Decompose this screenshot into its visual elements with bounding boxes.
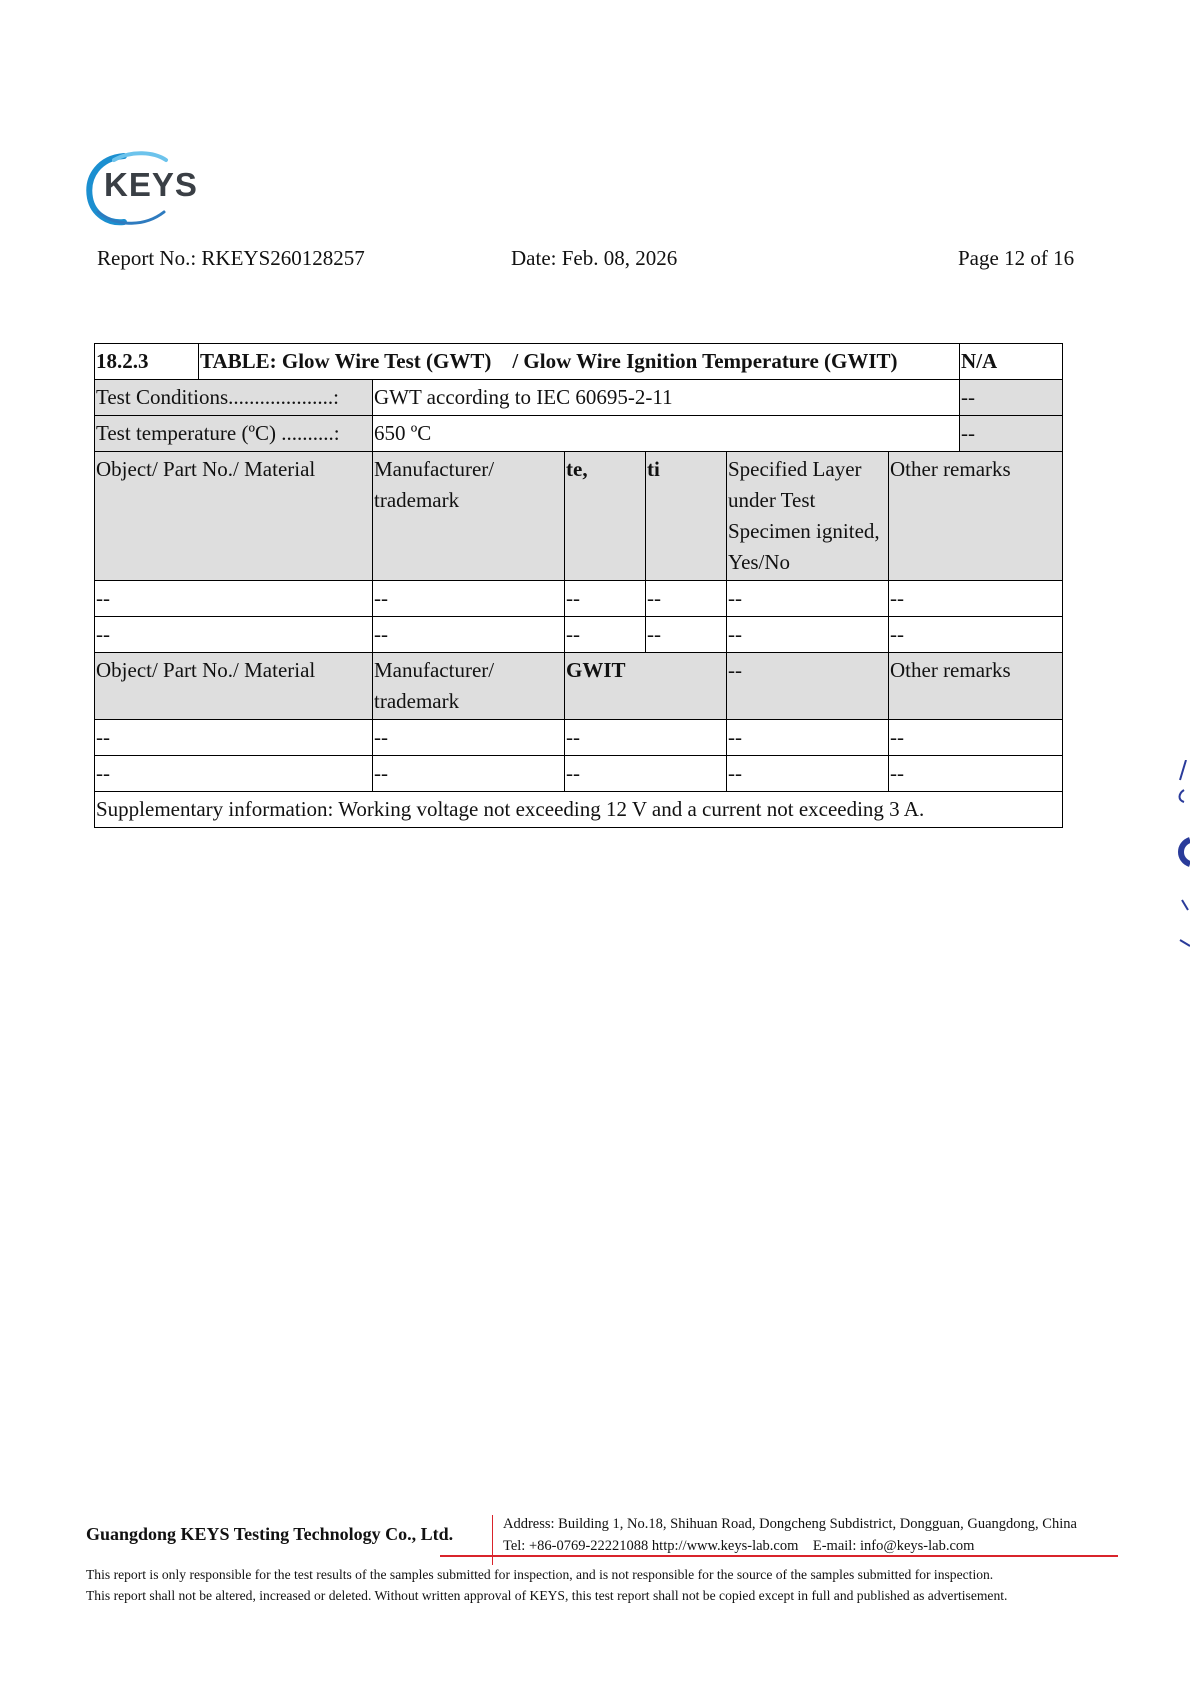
table-row (95, 720, 1063, 756)
glow-wire-test-table (94, 343, 1063, 828)
test-temperature-verdict: -- (960, 416, 1063, 452)
gwt-cell-manufacturer: -- (373, 581, 565, 617)
gwit-cell-gwit: -- (565, 720, 727, 756)
test-conditions-row (95, 380, 1063, 416)
gwit-cell-gwit: -- (565, 756, 727, 792)
footer-contact: Tel: +86-0769-22221088 http://www.keys-lab.com E-mail: info@keys-lab.com (503, 1538, 975, 1554)
gwit-header-remarks: Other remarks (889, 653, 1063, 720)
supplementary-row (95, 792, 1063, 828)
gwt-cell-remarks: -- (889, 617, 1063, 653)
gwt-header-manufacturer: Manufacturer/ trademark (373, 452, 565, 581)
gwit-cell-manufacturer: -- (373, 756, 565, 792)
gwt-cell-remarks: -- (889, 581, 1063, 617)
gwit-cell-object: -- (95, 720, 373, 756)
gwit-cell-manufacturer: -- (373, 720, 565, 756)
gwit-cell-blank: -- (727, 756, 889, 792)
gwt-cell-object: -- (95, 581, 373, 617)
test-temperature-row (95, 416, 1063, 452)
table-verdict: N/A (960, 344, 1063, 380)
test-conditions-verdict: -- (960, 380, 1063, 416)
footer-address: Address: Building 1, No.18, Shihuan Road, Dongcheng Subdistrict, Dongguan, Guangdong, China (503, 1516, 1077, 1532)
test-conditions-value: GWT according to IEC 60695-2-11 (373, 380, 960, 416)
test-temperature-value: 650 ºC (373, 416, 960, 452)
gwit-cell-object: -- (95, 756, 373, 792)
footer-disclaimer-2: This report shall not be altered, increased or deleted. Without written approval of KEYS, this test report shall not be copied except in full and published as advertisement. (86, 1588, 1008, 1603)
gwt-header-layer: Specified Layer under Test Specimen ignited, Yes/No (727, 452, 889, 581)
table-title: TABLE: Glow Wire Test (GWT) / Glow Wire Ignition Temperature (GWIT) (199, 344, 960, 380)
gwit-header-gwit: GWIT (565, 653, 727, 720)
gwt-cell-te: -- (565, 581, 646, 617)
footer-divider-horizontal (440, 1555, 1118, 1557)
table-row (95, 756, 1063, 792)
gwit-header-manufacturer: Manufacturer/ trademark (373, 653, 565, 720)
gwt-header-ti: ti (646, 452, 727, 581)
stamp-edge-icon (1172, 760, 1190, 950)
gwt-cell-layer: -- (727, 617, 889, 653)
gwt-cell-ti: -- (646, 581, 727, 617)
gwt-cell-object: -- (95, 617, 373, 653)
page-number: Page 12 of 16 (958, 246, 1075, 270)
gwt-header-remarks: Other remarks (889, 452, 1063, 581)
report-date: Date: Feb. 08, 2026 (511, 246, 678, 270)
table-row (95, 581, 1063, 617)
gwit-cell-remarks: -- (889, 756, 1063, 792)
gwt-cell-manufacturer: -- (373, 617, 565, 653)
test-conditions-label: Test Conditions....................: (95, 380, 373, 416)
gwit-header-object: Object/ Part No./ Material (95, 653, 373, 720)
gwt-header-te: te, (565, 452, 646, 581)
gwit-header-row (95, 653, 1063, 720)
gwt-cell-te: -- (565, 617, 646, 653)
test-temperature-label: Test temperature (ºC) ..........: (95, 416, 373, 452)
table-title-row (95, 344, 1063, 380)
footer-divider-vertical (492, 1515, 493, 1565)
gwt-header-object: Object/ Part No./ Material (95, 452, 373, 581)
supplementary-info: Supplementary information: Working voltage not exceeding 12 V and a current not exceeding 3 A. (95, 792, 1063, 828)
gwit-header-blank: -- (727, 653, 889, 720)
footer-disclaimer-1: This report is only responsible for the test results of the samples submitted for inspection, and is not responsible for the source of the samples submitted for inspection. (86, 1567, 994, 1582)
gwit-cell-remarks: -- (889, 720, 1063, 756)
gwt-cell-ti: -- (646, 617, 727, 653)
logo-wordmark: KEYS (104, 166, 198, 203)
table-row (95, 617, 1063, 653)
keys-logo (84, 150, 198, 228)
gwt-cell-layer: -- (727, 581, 889, 617)
clause-number: 18.2.3 (95, 344, 199, 380)
footer-company: Guangdong KEYS Testing Technology Co., Ltd. (86, 1524, 454, 1544)
gwt-header-row (95, 452, 1063, 581)
gwit-cell-blank: -- (727, 720, 889, 756)
report-number: Report No.: RKEYS260128257 (97, 246, 365, 270)
